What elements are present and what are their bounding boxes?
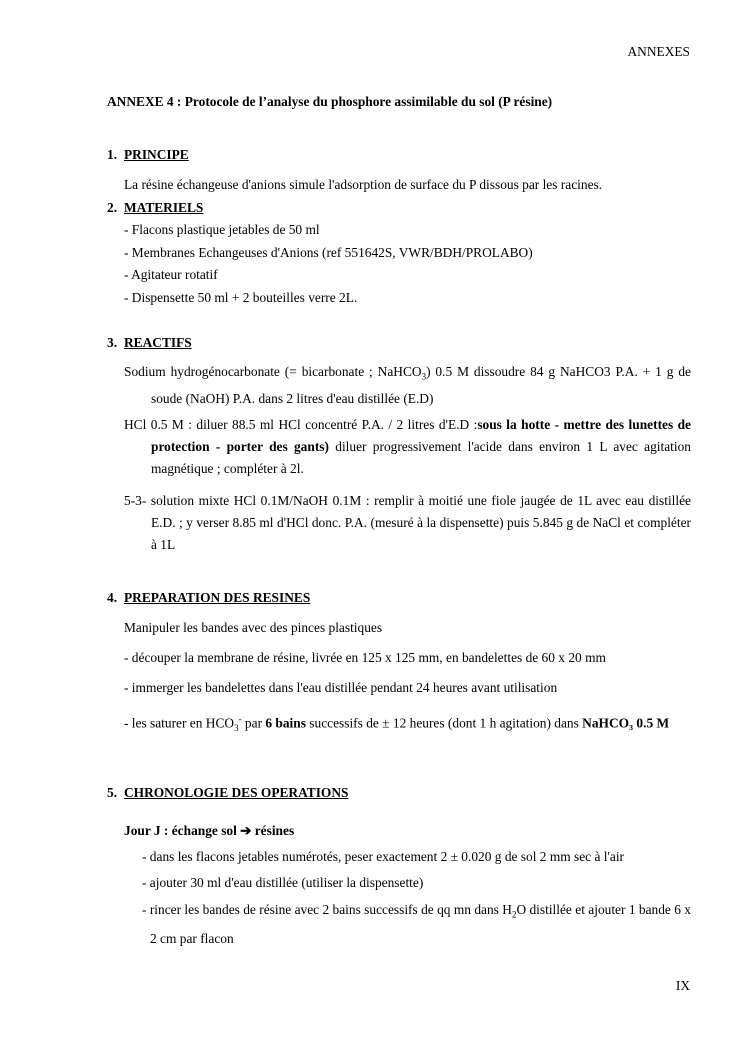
section-heading-principe <box>107 147 189 163</box>
text-run: diluer progressivement l'acide dans environ 1 L avec agitation magnétique ; compléter à 2l. <box>151 439 692 476</box>
bold-text: 6 bains <box>265 715 306 731</box>
list-item: - Membranes Echangeuses d'Anions (ref 551642S, VWR/BDH/PROLABO) <box>124 245 533 260</box>
section-number: 1. <box>107 147 118 162</box>
section-heading-reactifs <box>107 335 192 351</box>
section-heading-materiels <box>107 200 203 216</box>
text-run: - rincer les bandes de résine avec 2 bains successifs de qq mn dans H <box>142 902 512 917</box>
text-run: successifs de ± 12 heures (dont 1 h agitation) dans <box>305 715 583 731</box>
section-heading-chronologie <box>107 785 348 801</box>
reactif-bicarbonate <box>124 361 691 410</box>
subscript: 3 <box>234 723 239 734</box>
page-header: ANNEXES <box>627 44 690 59</box>
text-run: Sodium hydrogénocarbonate (= bicarbonate ; NaHCO <box>124 364 422 379</box>
bold-text: NaHCO₃ 0.5 M <box>582 715 670 731</box>
list-item: - Agitateur rotatif <box>124 267 218 282</box>
section-number: 2. <box>107 200 118 215</box>
text-run: ) 0.5 M dissoudre 84 g NaHCO3 P.A. + 1 g de soude (NaOH) P.A. dans 2 litres d'eau distillée (E.D) <box>151 364 691 406</box>
text-run: HCl 0.5 M : diluer 88.5 ml HCl concentré P.A. / 2 litres d'E.D : <box>124 417 478 432</box>
list-item: - immerger les bandelettes dans l'eau distillée pendant 24 heures avant utilisation <box>124 680 558 695</box>
reactif-hcl <box>124 414 691 480</box>
annex-title: ANNEXE 4 : Protocole de l’analyse du phosphore assimilable du sol (P résine) <box>107 94 553 109</box>
section-title: REACTIFS <box>124 335 192 350</box>
text-run: par <box>241 715 266 731</box>
preparation-text: Manipuler les bandes avec des pinces plastiques <box>124 620 383 635</box>
list-item: - découper la membrane de résine, livrée en 125 x 125 mm, en bandelettes de 60 x 20 mm <box>124 650 606 665</box>
section-title: PREPARATION DES RESINES <box>124 590 311 605</box>
list-item: - dans les flacons jetables numérotés, peser exactement 2 ± 0.020 g de sol 2 mm sec à l'air <box>142 849 625 864</box>
section-title: CHRONOLOGIE DES OPERATIONS <box>124 785 349 800</box>
list-item: - ajouter 30 ml d'eau distillée (utiliser la dispensette) <box>142 875 424 890</box>
section-number: 5. <box>107 785 118 800</box>
section-title: MATERIELS <box>124 200 204 215</box>
section-number: 4. <box>107 590 118 605</box>
reactif-solution-mixte: 5-3- solution mixte HCl 0.1M/NaOH 0.1M : remplir à moitié une fiole jaugée de 1L avec eau distillée E.D. ; y verser 8.85 ml d'HCl donc. P.A. (mesuré à la dispensette) puis 5.845 g de NaCl et compléter à 1L <box>124 493 691 552</box>
text-run: - les saturer en HCO <box>124 715 235 731</box>
principe-text: La résine échangeuse d'anions simule l'adsorption de surface du P dissous par les racines. <box>124 177 603 192</box>
subscript: 2 <box>511 909 517 920</box>
day-title: Jour J : échange sol ➔ résines <box>124 823 295 838</box>
list-item: - Dispensette 50 ml + 2 bouteilles verre 2L. <box>124 290 358 305</box>
section-title: PRINCIPE <box>124 147 189 162</box>
safety-warning: sous la hotte - mettre des lunettes de protection - porter des gants) <box>151 417 691 454</box>
list-item: - Flacons plastique jetables de 50 ml <box>124 222 320 237</box>
page-number: IX <box>675 978 690 993</box>
list-item <box>142 898 691 951</box>
section-heading-preparation <box>107 590 310 606</box>
list-item-saturation <box>124 708 691 739</box>
superscript: - <box>238 714 242 724</box>
subscript: 3 <box>421 371 427 382</box>
section-number: 3. <box>107 335 118 350</box>
text-run: O distillée et ajouter 1 bande 6 x 2 cm par flacon <box>150 902 691 946</box>
